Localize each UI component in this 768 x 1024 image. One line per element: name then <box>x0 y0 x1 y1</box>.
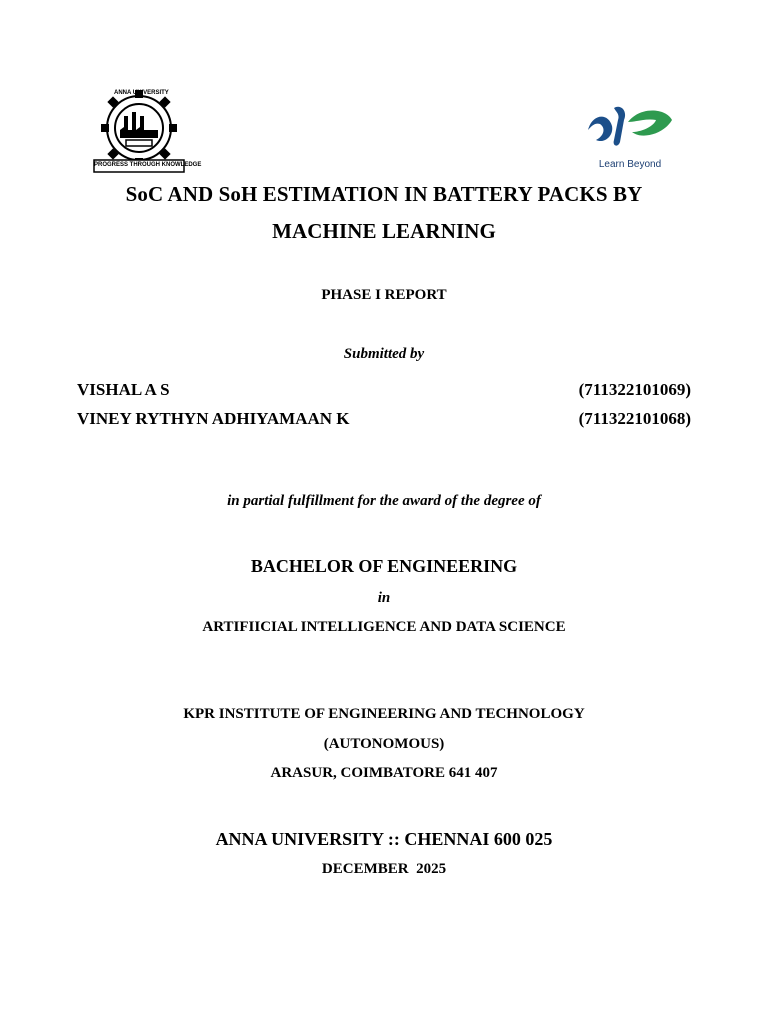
student-name: VINEY RYTHYN ADHIYAMAAN K <box>77 409 350 428</box>
student-name: VISHAL A S <box>77 380 170 399</box>
report-title-line2: MACHINE LEARNING <box>272 219 496 243</box>
degree-name: BACHELOR OF ENGINEERING <box>250 556 518 576</box>
report-title-line1: SoC AND SoH ESTIMATION IN BATTERY PACKS BY <box>125 182 643 206</box>
anna-university-logo <box>92 86 202 174</box>
report-date: DECEMBER 2025 <box>321 861 447 877</box>
submitted-by: Submitted by <box>343 346 425 362</box>
anna-university-banner-text: PROGRESS THROUGH KNOWLEDGE <box>94 162 202 168</box>
student-id: (711322101069) <box>578 380 691 399</box>
kpr-logo <box>584 102 676 172</box>
student-row <box>77 409 691 429</box>
student-row <box>77 380 691 400</box>
report-type: PHASE I REPORT <box>321 287 447 303</box>
anna-university-arc-text: ANNA UNIVERSITY <box>114 90 169 96</box>
branch-name: ARTIFIICIAL INTELLIGENCE AND DATA SCIENCE <box>202 619 566 635</box>
kpr-logo-tagline: Learn Beyond <box>598 159 662 170</box>
student-id: (711322101068) <box>578 409 691 428</box>
fulfillment-statement: in partial fulfillment for the award of the degree of <box>227 493 541 509</box>
institute-name: KPR INSTITUTE OF ENGINEERING AND TECHNOLOGY <box>183 706 585 722</box>
institute-status: (AUTONOMOUS) <box>323 736 445 752</box>
institute-address: ARASUR, COIMBATORE 641 407 <box>270 765 498 781</box>
university-name: ANNA UNIVERSITY :: CHENNAI 600 025 <box>215 829 553 849</box>
degree-in: in <box>377 590 391 606</box>
